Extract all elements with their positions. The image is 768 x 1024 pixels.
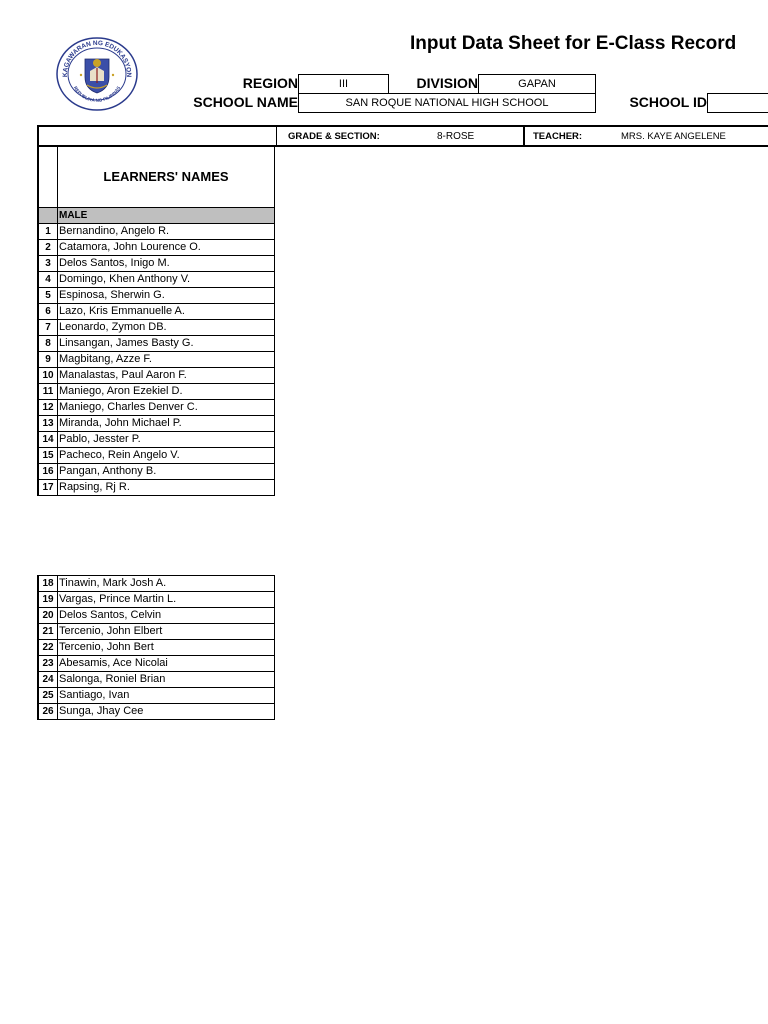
learner-name-cell[interactable]: Abesamis, Ace Nicolai bbox=[58, 656, 275, 672]
learner-row bbox=[38, 384, 275, 400]
learner-number: 22 bbox=[38, 640, 58, 656]
learner-row bbox=[38, 672, 275, 688]
learner-number: 24 bbox=[38, 672, 58, 688]
teacher-label: TEACHER: bbox=[533, 130, 583, 142]
learner-number: 5 bbox=[38, 288, 58, 304]
region-label: REGION bbox=[242, 75, 298, 91]
learner-row bbox=[38, 288, 275, 304]
learner-row bbox=[38, 576, 275, 592]
learner-row bbox=[38, 304, 275, 320]
learner-row bbox=[38, 656, 275, 672]
learner-row bbox=[38, 272, 275, 288]
learner-row bbox=[38, 240, 275, 256]
region-field[interactable]: III bbox=[298, 74, 389, 94]
school-id-label: SCHOOL ID bbox=[629, 94, 707, 110]
learner-row bbox=[38, 688, 275, 704]
learner-name-cell[interactable]: Salonga, Roniel Brian bbox=[58, 672, 275, 688]
grade-section-label: GRADE & SECTION: bbox=[288, 130, 380, 142]
learner-name-cell[interactable]: Manalastas, Paul Aaron F. bbox=[58, 368, 275, 384]
division-field[interactable]: GAPAN bbox=[478, 74, 596, 94]
learner-number: 14 bbox=[38, 432, 58, 448]
learners-table-male bbox=[37, 146, 275, 496]
learner-name-cell[interactable]: Rapsing, Rj R. bbox=[58, 480, 275, 496]
learner-name-cell[interactable]: Magbitang, Azze F. bbox=[58, 352, 275, 368]
learner-name-cell[interactable]: Miranda, John Michael P. bbox=[58, 416, 275, 432]
learner-number: 26 bbox=[38, 704, 58, 720]
learner-row bbox=[38, 432, 275, 448]
learner-row bbox=[38, 704, 275, 720]
learner-name-cell[interactable]: Delos Santos, Celvin bbox=[58, 608, 275, 624]
learner-row bbox=[38, 336, 275, 352]
learner-row bbox=[38, 480, 275, 496]
learner-number: 20 bbox=[38, 608, 58, 624]
learner-row bbox=[38, 640, 275, 656]
learner-number: 23 bbox=[38, 656, 58, 672]
learner-row bbox=[38, 224, 275, 240]
learner-number: 25 bbox=[38, 688, 58, 704]
learner-number: 7 bbox=[38, 320, 58, 336]
learner-number: 10 bbox=[38, 368, 58, 384]
learner-name-cell[interactable]: Tercenio, John Elbert bbox=[58, 624, 275, 640]
learner-number: 13 bbox=[38, 416, 58, 432]
division-label: DIVISION bbox=[416, 75, 478, 91]
learner-row bbox=[38, 448, 275, 464]
learner-name-cell[interactable]: Vargas, Prince Martin L. bbox=[58, 592, 275, 608]
learner-number: 1 bbox=[38, 224, 58, 240]
learner-number: 3 bbox=[38, 256, 58, 272]
learner-number: 19 bbox=[38, 592, 58, 608]
learner-number: 4 bbox=[38, 272, 58, 288]
class-info-strip bbox=[37, 125, 768, 147]
grade-section-field[interactable]: 8-ROSE bbox=[437, 130, 475, 142]
learner-name-cell[interactable]: Maniego, Aron Ezekiel D. bbox=[58, 384, 275, 400]
learners-table-continued bbox=[37, 575, 275, 720]
learner-row bbox=[38, 400, 275, 416]
learner-name-cell[interactable]: Santiago, Ivan bbox=[58, 688, 275, 704]
learner-row bbox=[38, 352, 275, 368]
learner-name-cell[interactable]: Linsangan, James Basty G. bbox=[58, 336, 275, 352]
learner-row bbox=[38, 256, 275, 272]
learner-number: 18 bbox=[38, 576, 58, 592]
learner-name-cell[interactable]: Delos Santos, Inigo M. bbox=[58, 256, 275, 272]
learner-name-cell[interactable]: Maniego, Charles Denver C. bbox=[58, 400, 275, 416]
learner-number: 21 bbox=[38, 624, 58, 640]
school-id-field[interactable] bbox=[707, 93, 768, 113]
learners-names-heading: LEARNERS' NAMES bbox=[58, 147, 275, 208]
learner-number: 9 bbox=[38, 352, 58, 368]
learner-row bbox=[38, 624, 275, 640]
learner-name-cell[interactable]: Pacheco, Rein Angelo V. bbox=[58, 448, 275, 464]
learner-number: 12 bbox=[38, 400, 58, 416]
teacher-field[interactable]: MRS. KAYE ANGELENE bbox=[621, 130, 726, 142]
learner-row bbox=[38, 464, 275, 480]
learner-number: 11 bbox=[38, 384, 58, 400]
learner-name-cell[interactable]: Tercenio, John Bert bbox=[58, 640, 275, 656]
learner-name-cell[interactable]: Pangan, Anthony B. bbox=[58, 464, 275, 480]
learner-name-cell[interactable]: Sunga, Jhay Cee bbox=[58, 704, 275, 720]
svg-text:REPUBLIKA NG PILIPINAS: REPUBLIKA NG PILIPINAS bbox=[72, 85, 122, 103]
learner-name-cell[interactable]: Lazo, Kris Emmanuelle A. bbox=[58, 304, 275, 320]
learner-number: 8 bbox=[38, 336, 58, 352]
learner-row bbox=[38, 608, 275, 624]
learner-name-cell[interactable]: Domingo, Khen Anthony V. bbox=[58, 272, 275, 288]
learner-name-cell[interactable]: Bernandino, Angelo R. bbox=[58, 224, 275, 240]
deped-seal-icon bbox=[55, 37, 139, 112]
learner-number: 17 bbox=[38, 480, 58, 496]
learner-number: 6 bbox=[38, 304, 58, 320]
learner-number: 15 bbox=[38, 448, 58, 464]
learner-name-cell[interactable]: Espinosa, Sherwin G. bbox=[58, 288, 275, 304]
learner-name-cell[interactable]: Pablo, Jesster P. bbox=[58, 432, 275, 448]
school-name-label: SCHOOL NAME bbox=[193, 94, 298, 110]
learner-name-cell[interactable]: Catamora, John Lourence O. bbox=[58, 240, 275, 256]
page-title: Input Data Sheet for E-Class Record bbox=[410, 33, 737, 54]
learner-row bbox=[38, 368, 275, 384]
male-section-label: MALE bbox=[58, 208, 275, 224]
learner-row bbox=[38, 320, 275, 336]
svg-text:KAGAWARAN NG EDUKASYON: KAGAWARAN NG EDUKASYON bbox=[61, 39, 133, 78]
learner-name-cell[interactable]: Tinawin, Mark Josh A. bbox=[58, 576, 275, 592]
learner-row bbox=[38, 592, 275, 608]
learner-number: 16 bbox=[38, 464, 58, 480]
school-name-field[interactable]: SAN ROQUE NATIONAL HIGH SCHOOL bbox=[298, 93, 596, 113]
learner-number: 2 bbox=[38, 240, 58, 256]
learner-row bbox=[38, 416, 275, 432]
learner-name-cell[interactable]: Leonardo, Zymon DB. bbox=[58, 320, 275, 336]
